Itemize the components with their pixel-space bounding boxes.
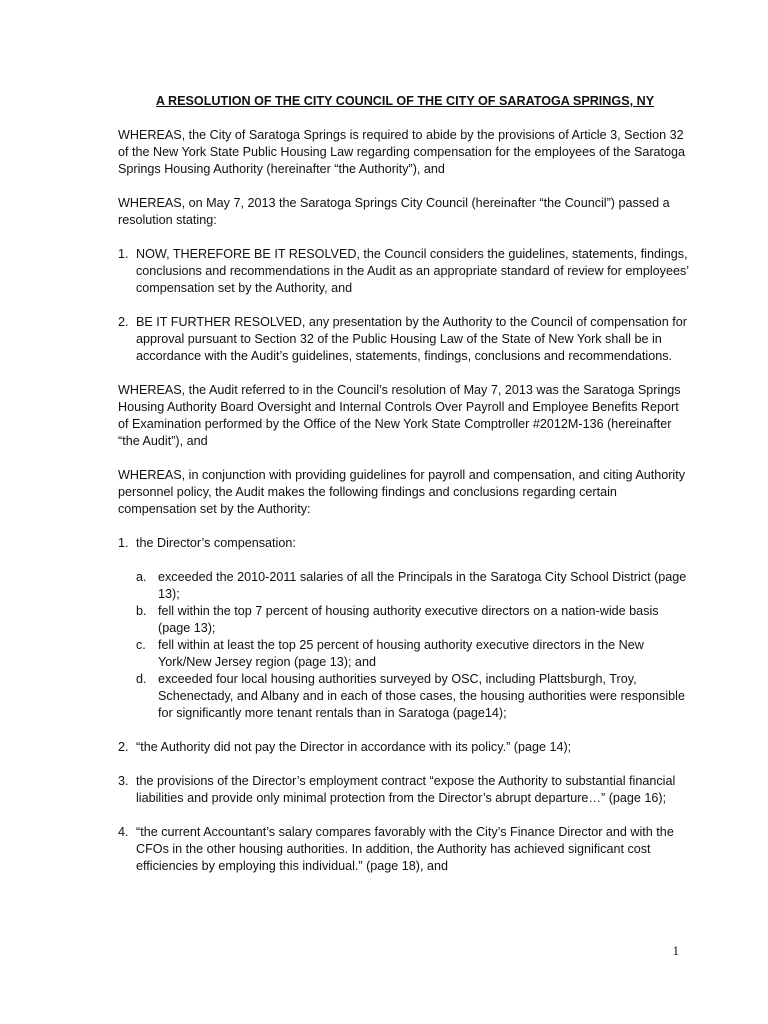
finding-sub-item-letter: c.	[136, 638, 146, 652]
finding-item	[118, 824, 692, 875]
finding-item-number: 1.	[118, 536, 129, 550]
finding-item-text: the Director’s compensation:	[136, 536, 296, 550]
resolution-item	[118, 246, 692, 297]
finding-item-number: 2.	[118, 740, 129, 754]
finding-sub-item	[136, 637, 692, 671]
finding-sub-item-letter: a.	[136, 570, 147, 584]
findings-list	[118, 535, 692, 875]
resolution-item-text: BE IT FURTHER RESOLVED, any presentation by the Authority to the Council of compensation for approval pursuant to Section 32 of the Public Housing Law of the State of New York shall be in accordance with the Audit’s guidelines, statements, findings, conclusions and recommendations.	[136, 315, 687, 363]
finding-sub-item-text: fell within at least the top 25 percent of housing authority executive directors in the New York/New Jersey region (page 13); and	[158, 638, 644, 669]
resolution-item-number: 1.	[118, 247, 129, 261]
finding-item-text: “the current Accountant’s salary compares favorably with the City’s Finance Director and with the CFOs in the other housing authorities. In addition, the Authority has achieved significant cost efficiencies by employing this individual.” (page 18), and	[136, 825, 674, 873]
whereas-paragraph-1: WHEREAS, the City of Saratoga Springs is required to abide by the provisions of Article 3, Section 32 of the New York State Public Housing Law regarding compensation for the employees of the Saratoga Springs Housing Authority (hereinafter “the Authority”), and	[118, 128, 686, 176]
finding-item	[118, 773, 692, 807]
finding-sub-item	[136, 569, 692, 603]
finding-sub-item-letter: b.	[136, 604, 147, 618]
resolution-item-number: 2.	[118, 315, 129, 329]
finding-item	[118, 739, 692, 756]
finding-item-number: 3.	[118, 774, 129, 788]
finding-sub-item-text: exceeded four local housing authorities surveyed by OSC, including Plattsburgh, Troy, Schenectady, and Albany and in each of those cases, the housing authorities were responsible for significantly more tenant rentals than in Saratoga (page14);	[158, 672, 685, 720]
finding-sub-item-text: exceeded the 2010-2011 salaries of all the Principals in the Saratoga City School District (page 13);	[158, 570, 687, 601]
resolution-list	[118, 246, 692, 365]
finding-sub-list	[136, 569, 692, 722]
finding-sub-item	[136, 603, 692, 637]
whereas-paragraph-2: WHEREAS, on May 7, 2013 the Saratoga Springs City Council (hereinafter “the Council”) passed a resolution stating:	[118, 196, 670, 227]
whereas-paragraph-3: WHEREAS, the Audit referred to in the Council’s resolution of May 7, 2013 was the Saratoga Springs Housing Authority Board Oversight and Internal Controls Over Payroll and Employee Benefits Report of Examination performed by the Office of the New York State Comptroller #2012M-136 (hereinafter “the Audit”), and	[118, 383, 681, 448]
resolution-item	[118, 314, 692, 365]
resolution-item-text: NOW, THEREFORE BE IT RESOLVED, the Council considers the guidelines, statements, findings, conclusions and recommendations in the Audit as an appropriate standard of review for employees’ compensation set by the Authority, and	[136, 247, 689, 295]
finding-item	[118, 535, 692, 722]
document-body	[118, 93, 692, 875]
whereas-paragraph-4: WHEREAS, in conjunction with providing guidelines for payroll and compensation, and citing Authority personnel policy, the Audit makes the following findings and conclusions regarding certain compensation set by the Authority:	[118, 468, 686, 516]
finding-sub-item-letter: d.	[136, 672, 147, 686]
page-number: 1	[672, 943, 679, 958]
finding-sub-item	[136, 671, 692, 722]
finding-item-text: the provisions of the Director’s employment contract “expose the Authority to substantial financial liabilities and provide only minimal protection from the Director’s abrupt departure…” (page 16);	[136, 774, 676, 805]
document-title: A RESOLUTION OF THE CITY COUNCIL OF THE CITY OF SARATOGA SPRINGS, NY	[155, 94, 655, 108]
finding-item-text: “the Authority did not pay the Director in accordance with its policy.” (page 14);	[136, 740, 572, 754]
finding-item-number: 4.	[118, 825, 129, 839]
finding-sub-item-text: fell within the top 7 percent of housing authority executive directors on a nation-wide basis (page 13);	[158, 604, 659, 635]
